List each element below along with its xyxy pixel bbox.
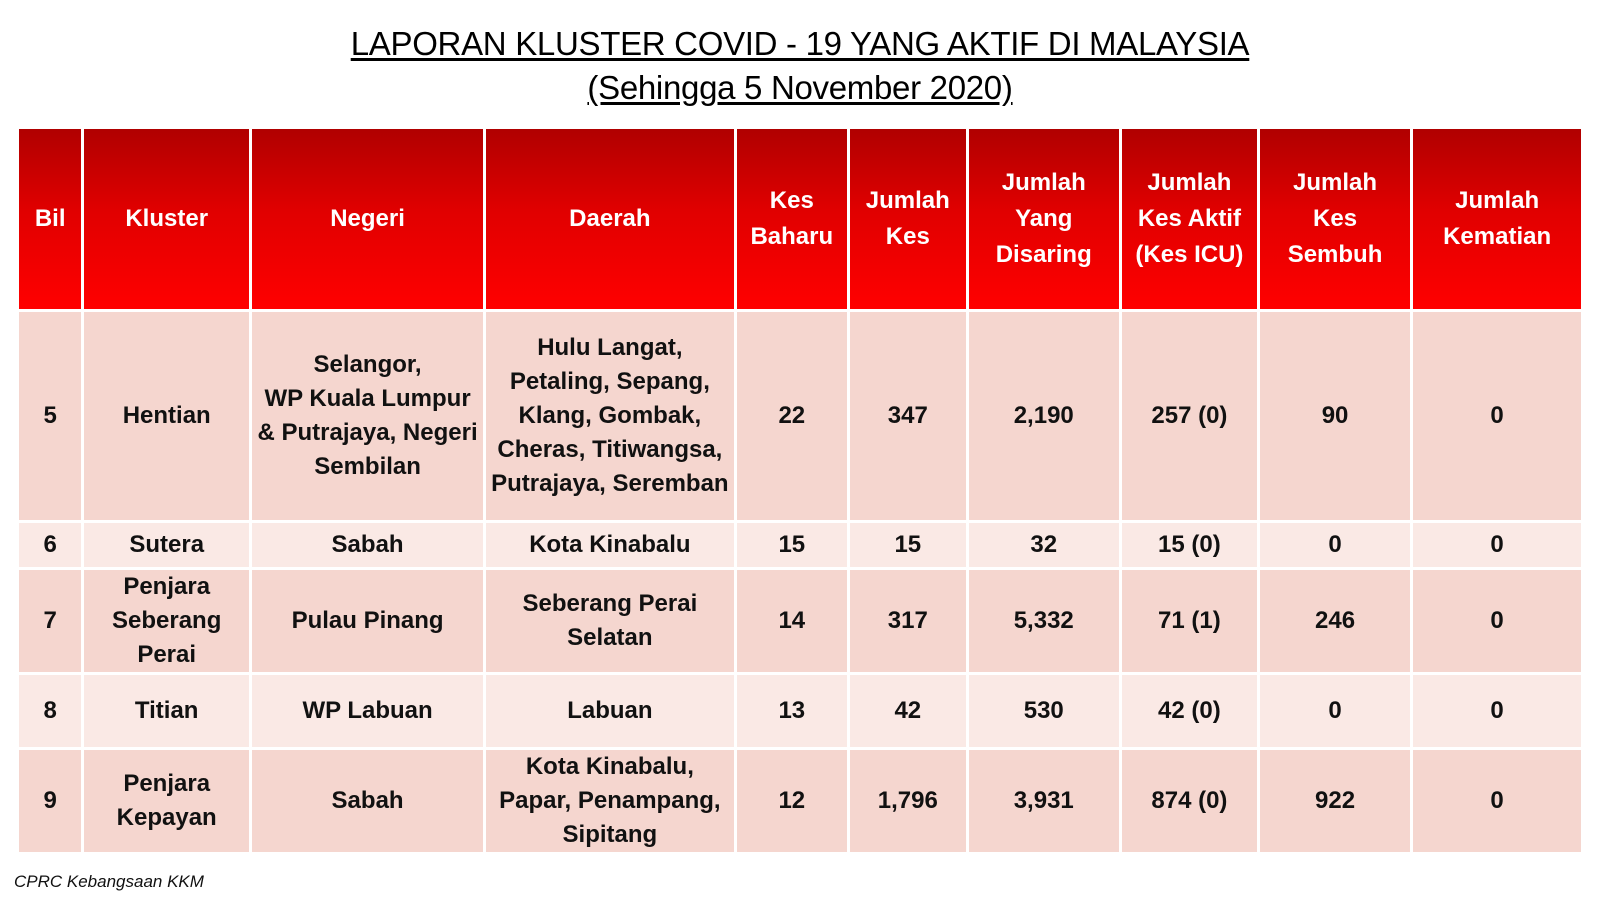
table-header-row [19,129,1581,309]
cell-negeri: Sabah [252,750,483,852]
cell-kes-baharu: 15 [737,523,847,567]
cell-kluster: Penjara Seberang Perai [84,570,249,672]
cell-daerah: Seberang Perai Selatan [486,570,733,672]
cell-kematian: 0 [1413,523,1581,567]
cell-daerah: Hulu Langat, Petaling, Sepang, Klang, Gombak, Cheras, Titiwangsa, Putrajaya, Seremban [486,312,733,520]
cell-kematian: 0 [1413,312,1581,520]
cell-bil: 6 [19,523,81,567]
cell-jumlah-kes: 347 [850,312,966,520]
cell-jumlah-kes: 317 [850,570,966,672]
cell-jumlah-kes: 1,796 [850,750,966,852]
cell-daerah: Labuan [486,675,733,747]
cell-kes-sembuh: 922 [1260,750,1410,852]
header-negeri: Negeri [252,129,483,309]
cell-kes-sembuh: 0 [1260,675,1410,747]
header-kematian: Jumlah Kematian [1413,129,1581,309]
cell-kluster: Sutera [84,523,249,567]
cell-kematian: 0 [1413,570,1581,672]
report-title [0,22,1600,110]
cell-kes-sembuh: 90 [1260,312,1410,520]
cell-kematian: 0 [1413,675,1581,747]
cell-jumlah-kes: 42 [850,675,966,747]
cell-negeri: WP Labuan [252,675,483,747]
cell-kes-baharu: 12 [737,750,847,852]
cell-jumlah-disaring: 32 [969,523,1119,567]
table-row [19,750,1581,852]
cell-kes-baharu: 13 [737,675,847,747]
cell-jumlah-disaring: 3,931 [969,750,1119,852]
cluster-table [16,126,1584,855]
cell-jumlah-kes: 15 [850,523,966,567]
table-row [19,570,1581,672]
cell-kes-aktif: 42 (0) [1122,675,1257,747]
cell-kes-sembuh: 0 [1260,523,1410,567]
cell-kluster: Titian [84,675,249,747]
header-kes-sembuh: Jumlah Kes Sembuh [1260,129,1410,309]
cell-jumlah-disaring: 530 [969,675,1119,747]
header-kluster: Kluster [84,129,249,309]
cell-jumlah-disaring: 2,190 [969,312,1119,520]
cell-negeri: Pulau Pinang [252,570,483,672]
table-row [19,312,1581,520]
table-row [19,675,1581,747]
cell-bil: 9 [19,750,81,852]
header-daerah: Daerah [486,129,733,309]
cell-negeri: Sabah [252,523,483,567]
cell-negeri: Selangor, WP Kuala Lumpur & Putrajaya, Negeri Sembilan [252,312,483,520]
cell-kes-aktif: 71 (1) [1122,570,1257,672]
header-kes-aktif: Jumlah Kes Aktif (Kes ICU) [1122,129,1257,309]
cell-bil: 8 [19,675,81,747]
header-bil: Bil [19,129,81,309]
report-title-main: LAPORAN KLUSTER COVID - 19 YANG AKTIF DI MALAYSIA [350,25,1250,62]
header-kes-baharu: Kes Baharu [737,129,847,309]
cell-bil: 7 [19,570,81,672]
cell-daerah: Kota Kinabalu [486,523,733,567]
cell-kes-baharu: 14 [737,570,847,672]
cell-kluster: Penjara Kepayan [84,750,249,852]
cell-kes-aktif: 15 (0) [1122,523,1257,567]
table-row [19,523,1581,567]
header-jumlah-disaring: Jumlah Yang Disaring [969,129,1119,309]
cell-kematian: 0 [1413,750,1581,852]
cell-kes-aktif: 874 (0) [1122,750,1257,852]
cell-daerah: Kota Kinabalu, Papar, Penampang, Sipitang [486,750,733,852]
cell-bil: 5 [19,312,81,520]
cell-kes-baharu: 22 [737,312,847,520]
cell-kluster: Hentian [84,312,249,520]
report-title-date: (Sehingga 5 November 2020) [587,69,1013,106]
header-jumlah-kes: Jumlah Kes [850,129,966,309]
cell-kes-sembuh: 246 [1260,570,1410,672]
cell-jumlah-disaring: 5,332 [969,570,1119,672]
source-footnote: CPRC Kebangsaan KKM [14,872,204,891]
cell-kes-aktif: 257 (0) [1122,312,1257,520]
